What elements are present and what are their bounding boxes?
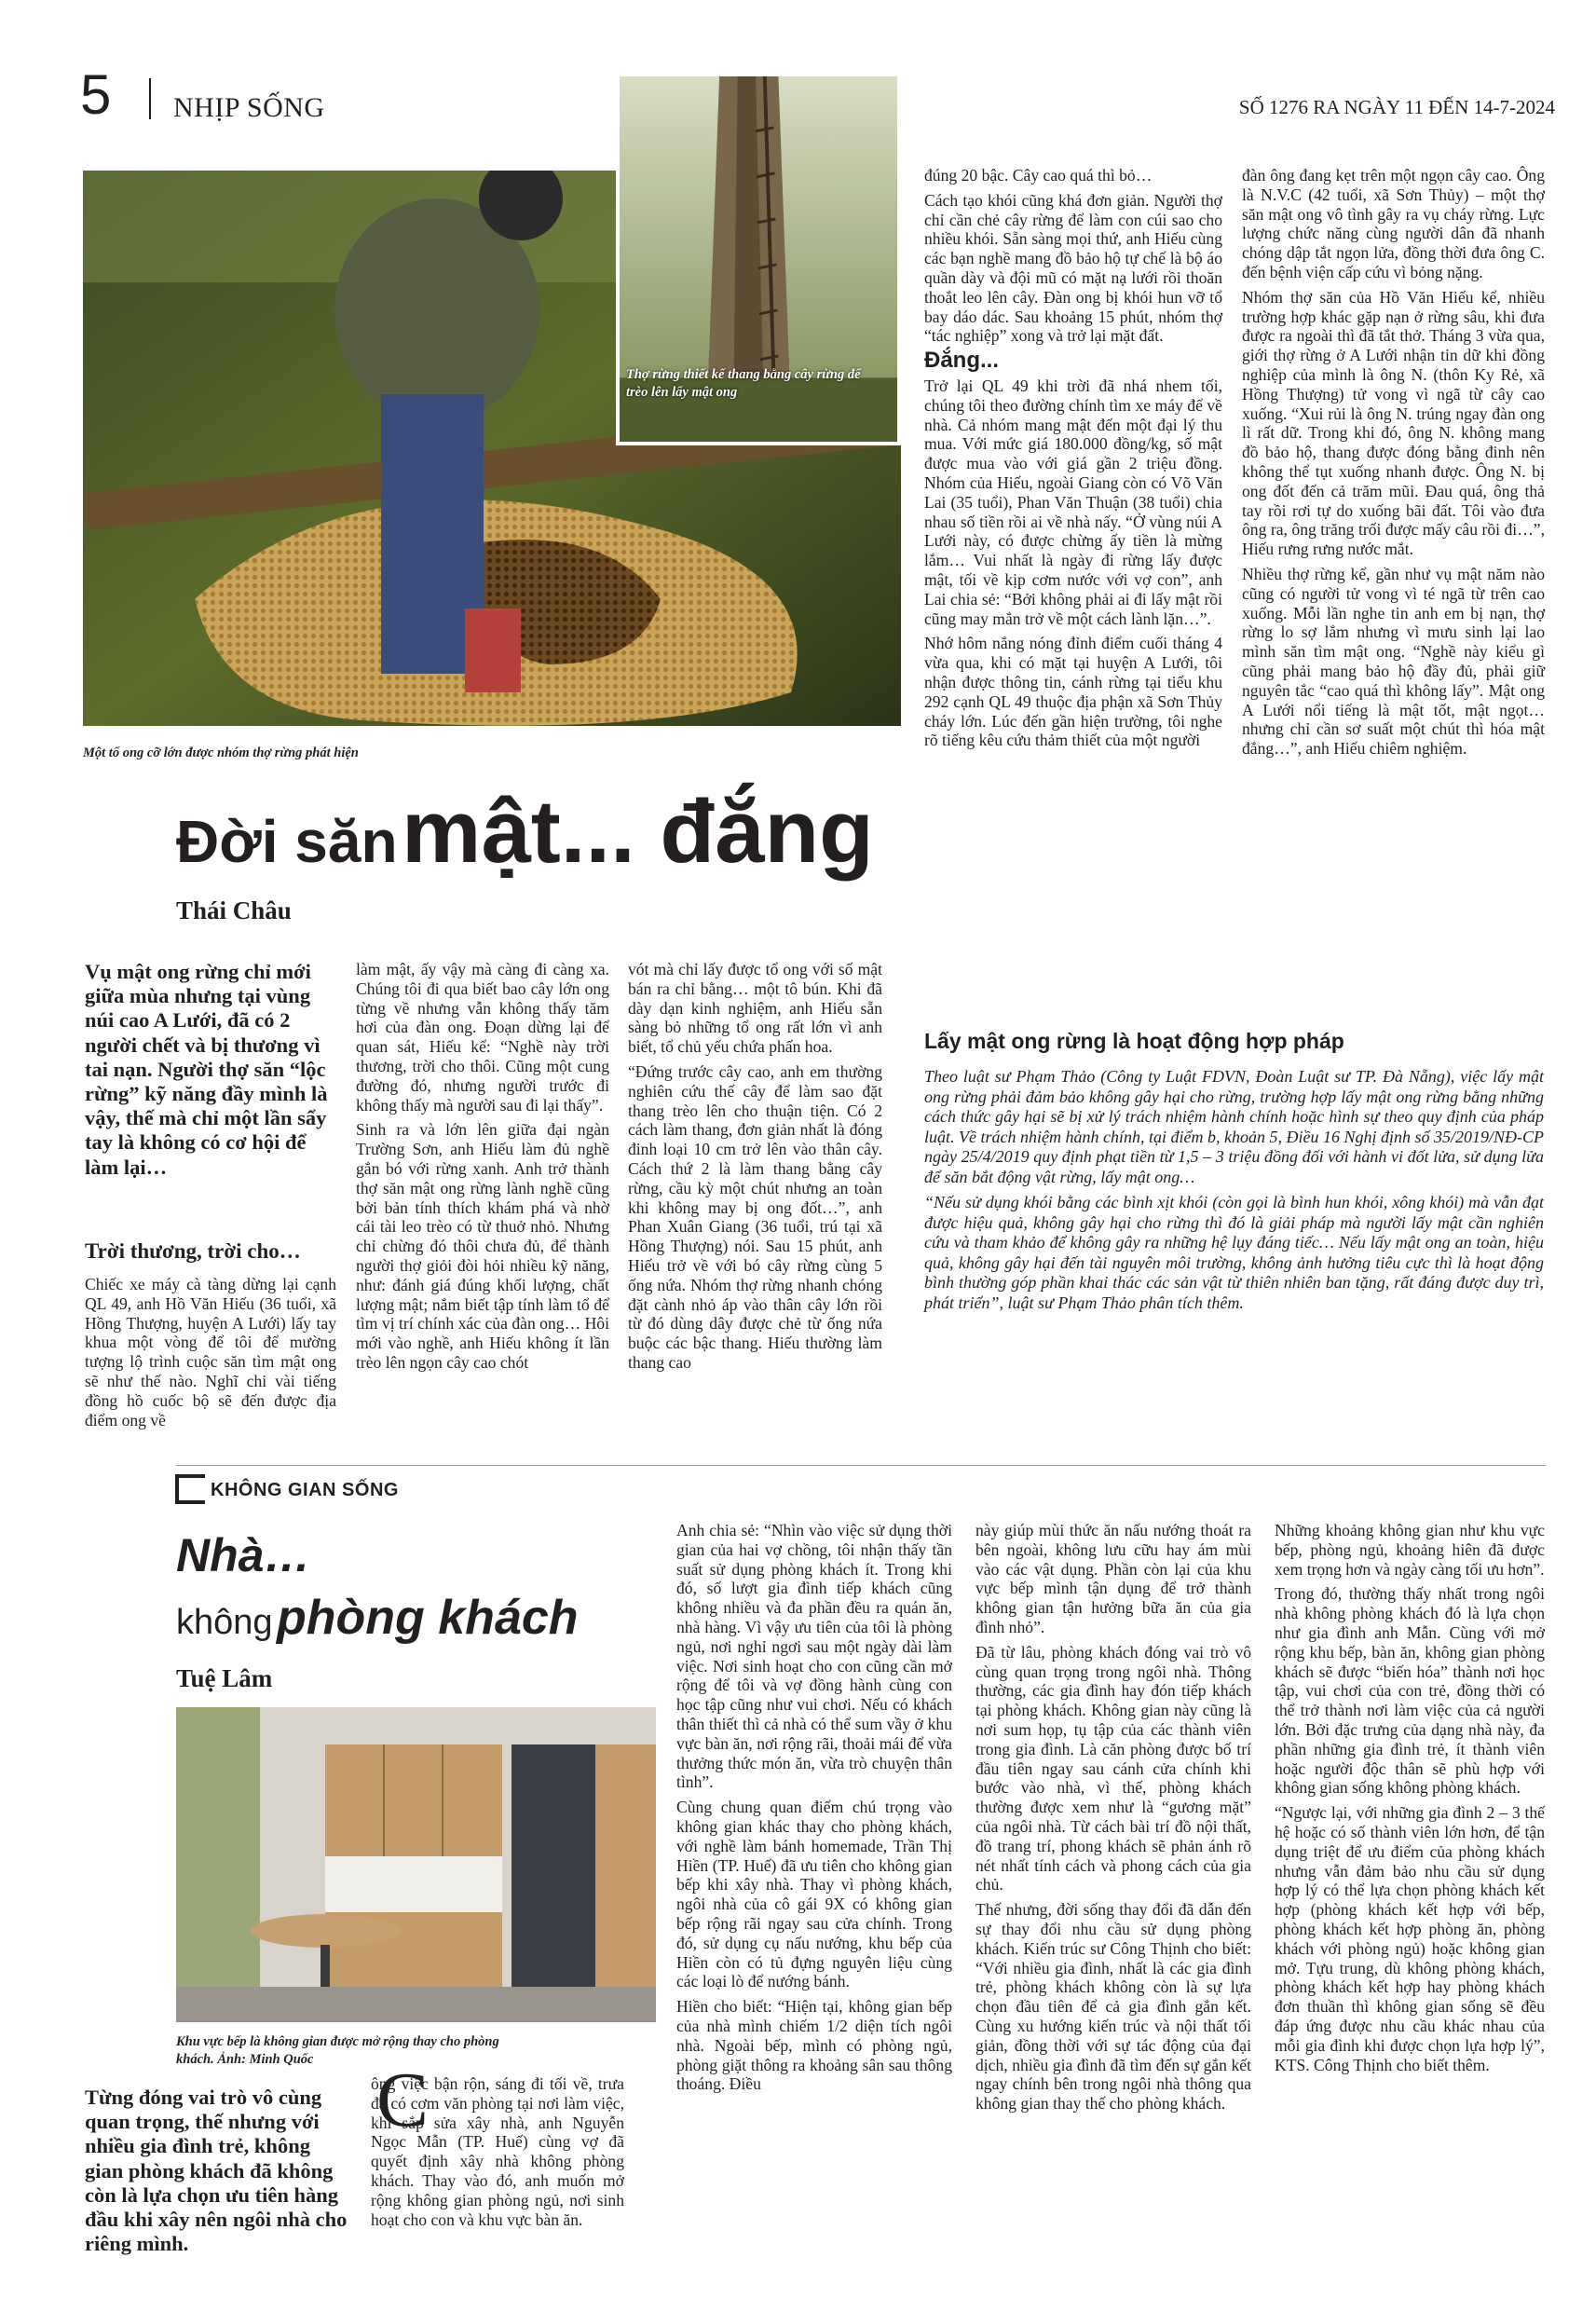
paragraph: Sinh ra và lớn lên giữa đại ngàn Trường Sơn, anh Hiếu làm đủ nghề gắn bó với rừng xanh. Anh trở thành thợ săn mật ong rừng lành nghề cũng bởi bản tính thích khám phá và nhờ cái tài leo trèo có từ thuở nhỏ. Nhưng chỉ chừng đó thôi chưa đủ, để thành người thợ giỏi đòi hỏi nhiều kỹ năng, như: đánh giá đúng khối lượng, chất lượng mật; nắm biết tập tính làm tổ để tìm vị trí chính xác của đàn ong… Hôi mới vào nghề, anh Hiếu không ít lần trèo lên ngọn cây cao chót: [356, 1120, 609, 1372]
section-label: KHÔNG GIAN SỐNG: [211, 1480, 399, 1500]
article2-col5: [1275, 1521, 1545, 2080]
article2-title-line1: Nhà…: [176, 1529, 311, 1581]
article1-title: [176, 781, 874, 883]
paragraph: Nhớ hôm nắng nóng đỉnh điểm cuối tháng 4 vừa qua, khi có mặt tại huyện A Lưới, tôi nhận được thông tin, cánh rừng tại tiểu khu 292 cạnh QL 49 thuộc địa phận xã Sơn Thủy cháy lớn. Lúc đến gần hiện trường, tôi nghe rõ tiếng kêu cứu thảm thiết của một người: [924, 634, 1222, 750]
subheading-troi-thuong: Trời thương, trời cho…: [85, 1239, 301, 1263]
article2-lead: Từng đóng vai trò vô cùng quan trọng, thế nhưng với nhiều gia đình trẻ, không gian phòng khách đã không còn là lựa chọn ưu tiên hàng đầu khi xây nên ngôi nhà cho riêng mình.: [85, 2086, 348, 2256]
issue-date: SỐ 1276 RA NGÀY 11 ĐẾN 14-7-2024: [1238, 96, 1555, 118]
subheading-dang: Đắng...: [924, 348, 1000, 374]
article1-col2: [356, 960, 609, 1378]
paragraph: này giúp mùi thức ăn nấu nướng thoát ra bên ngoài, không lưu cữu hay ám mùi vào các vật dụng. Phần còn lại của khu vực bếp mình tận dụng để trở thành không gian tận hưởng bữa ăn của gia đình nhỏ”.: [975, 1521, 1251, 1636]
dropcap: C: [376, 2057, 430, 2143]
paragraph: Nhóm thợ săn của Hồ Văn Hiếu kể, nhiều trường hợp khác gặp nạn ở rừng sâu, khi đưa được ra ngoài thì đã tắt thở. Tháng 3 vừa qua, giới thợ rừng ở A Lưới nhận tin dữ khi đồng nghiệp của mình là ông N. (thôn Ky Rẻ, xã Hồng Thượng) tử vong vì ngã từ cây cao xuống. “Xui rủi là ông N. trúng ngay đàn ong lì rất dữ. Trong khi đó, ông N. không mang đồ bảo hộ, thang được đóng bằng đinh nên không thể tụt xuống nhanh được. Ông N. bị ong đốt đến cả trăm mũi. Đau quá, ông thả tay rồi rơi tự do xuống bãi đất. Tôi vào đưa ông ra, ông trăng trối được mấy câu rồi đi…”, Hiếu rưng rưng nước mắt.: [1242, 287, 1545, 559]
section-name: NHỊP SỐNG: [173, 92, 325, 123]
paragraph: Nhiều thợ rừng kể, gần như vụ mật năm nào cũng có người tử vong vì té ngã từ trên cao xuống. Mỗi lần nghe tin anh em bị nạn, thợ rừng lo sợ lắm nhưng vì mưu sinh lại lao mình săn tìm mật ong. “Nghề này kiểu gì cũng phải mang bảo hộ đầy đủ, phải giữ nguyên tắc “cao quá thì không lấy”. Mật ong A Lưới nổi tiếng là mật tốt, mật ngọt… nhưng chỉ cần sơ suất một chút thì hóa mật đắng…”, anh Hiếu chiêm nghiệm.: [1242, 564, 1545, 759]
article1-author: Thái Châu: [176, 896, 292, 924]
paragraph: Cùng chung quan điểm chú trọng vào không gian khác thay cho phòng khách, với nghề làm bánh homemade, Trần Thị Hiền (TP. Huế) đã ưu tiên cho không gian bếp khi xây nhà. Thay vì phòng khách, ngôi nhà của cô gái 9X có không gian bếp rộng rãi ngay sau cửa chính. Trong đó, sử dụng cụ nấu nướng, khu bếp của Hiền còn có tủ đựng nguyên liệu cùng các loại lò để nướng bánh.: [676, 1798, 952, 1991]
paragraph: Anh chia sẻ: “Nhìn vào việc sử dụng thời gian của hai vợ chồng, tôi nhận thấy tần suất sử dụng phòng khách ít. Trong khi đó, số lượt gia đình tiếp khách cũng không nhiều và đa phần đều ra quán ăn, nhà hàng. Vì vậy ưu tiên của tôi là phòng ngủ, nơi nghỉ ngơi sau một ngày dài làm việc. Nơi sinh hoạt cho con cũng cần mở rộng để tôi và vợ đồng hành cùng con học tập cũng như vui chơi. Nếu có khách thân thiết thì cả nhà có thể sum vầy ở khu vực bàn ăn, nơi rộng rãi, thoải mái để vừa thưởng thức món ăn, vừa trò chuyện thân tình”.: [676, 1521, 952, 1792]
header-divider: [149, 78, 151, 119]
article2-title-line2: [176, 1590, 579, 1646]
kitchen-photo-caption: Khu vực bếp là không gian được mở rộng thay cho phòng khách. Ảnh: Minh Quốc: [176, 2034, 499, 2067]
article1-col1: [85, 1275, 336, 1435]
paragraph: đàn ông đang kẹt trên một ngọn cây cao. Ông là N.V.C (42 tuổi, xã Sơn Thủy) – một thợ săn mật ong vô tình gây ra vụ cháy rừng. Lực lượng chức năng cùng người dân đã nhanh chóng dập tắt ngọn lửa, đồng thời đưa ông C. đến bệnh viện cấp cứu vì bỏng nặng.: [1242, 166, 1545, 281]
title-word-khong: không: [176, 1603, 273, 1642]
title-part-2: mật... đắng: [402, 782, 874, 882]
paragraph: đúng 20 bậc. Cây cao quá thì bỏ…: [924, 166, 1153, 185]
title-word-phong-khach: phòng khách: [277, 1591, 579, 1645]
paragraph: Cách tạo khói cũng khá đơn giản. Người thợ chỉ cần chẻ cây rừng để làm con cúi sao cho nhiều khói. Sẵn sàng mọi thứ, anh Hiếu cùng các bạn nghề mang đồ bảo hộ tự chế là bộ áo quần dày và đội mũ có mặt nạ lưới rồi thoăn thoắt leo lên cây. Đàn ong bị khói hun vỡ tổ bay dáo dác. Sau khoảng 15 phút, nhóm thợ “tác nghiệp” xong và trở lại mặt đất.: [924, 190, 1222, 346]
article1-lead: Vụ mật ong rừng chỉ mới giữa mùa nhưng tại vùng núi cao A Lưới, đã có 2 người chết và bị thương vì tai nạn. Người thợ săn “lộc rừng” kỹ năng đầy mình là vậy, thế mà chỉ một lần sẩy tay là không có cơ hội để làm lại…: [85, 960, 328, 1179]
paragraph: Trở lại QL 49 khi trời đã nhá nhem tối, chúng tôi theo đường chính tìm xe máy để về nhà. Cả nhóm mang mật đến một đại lý thu mua. Với mức giá 180.000 đồng/kg, số mật được mua vào với giá gần 2 triệu đồng. Nhóm của Hiếu, ngoài Giang còn có Võ Văn Lai (35 tuổi), Phan Văn Thuận (38 tuổi) chia nhau số tiền rồi ai về nhà nấy. “Ở vùng núi A Lưới này, có được chừng ấy tiền là mừng lắm… Vui nhất là ngày đi rừng lấy được mật, tối về kịp cơm nước với vợ con”, anh Lai chia sẻ: “Bởi không phải ai đi lấy mật rồi cũng may mắn trở về một cách lành lặn…”.: [924, 376, 1222, 628]
paragraph: Trong đó, thường thấy nhất trong ngôi nhà không phòng khách đó là lựa chọn như gia đình anh Mẫn. Cùng với mở rộng khu bếp, bàn ăn, không gian phòng khách sẽ được “biến hóa” thành nơi học tập, vui chơi của con trẻ, đồng thời có thể trở thành nơi làm việc của cả người lớn. Bởi đặc trưng của dạng nhà này, đa phần những gia đình trẻ, ít thành viên hoặc người độc thân sẽ phù hợp với không gian sống không phòng khách.: [1275, 1584, 1545, 1798]
article2-col2: [371, 2074, 624, 2235]
ladder-photo-caption: Thợ rừng thiết kế thang bằng cây rừng để trèo lên lấy mật ong: [626, 367, 861, 400]
paragraph: Đã từ lâu, phòng khách đóng vai trò vô cùng quan trọng trong ngôi nhà. Thông thường, các gia đình hay đón tiếp khách tại phòng khách. Không gian này cũng là nơi sum họp, tụ tập của các thành viên trong gia đình. Là căn phòng được bố trí đầu tiên ngay sau cánh cửa chính khi bước vào nhà, vì thế, phòng khách thường được xem như là “gương mặt” của ngôi nhà. Từ cách bài trí đồ nội thất, đồ trang trí, phong khách sẽ phản ánh rõ nét nhất tính cách và phong cách của gia chủ.: [975, 1642, 1251, 1895]
page-number: 5: [80, 63, 112, 126]
paragraph: Những khoảng không gian như khu vực bếp, phòng ngủ, khoảng hiên đã được xem trọng hơn và ngày càng tối ưu hơn”.: [1275, 1521, 1545, 1579]
article1-col5: [1242, 166, 1545, 764]
paragraph: Thế nhưng, đời sống thay đổi đã dẫn đến sự thay đổi nhu cầu sử dụng phòng khách. Kiến trúc sư Công Thịnh cho biết: “Với nhiều gia đình, nhất là các gia đình trẻ, phòng khách không còn là sự lựa chọn đầu tiên để cả gia đình gắn kết. Cùng xu hướng kiến trúc và nội thất tối giản, đồng thời với sự tác động của đại dịch, nhiều gia đình đã tìm đến sự gắn kết ngay chính bên trong ngôi nhà thông qua không gian thay thế cho phòng khách.: [975, 1900, 1251, 2114]
article2-col4: [975, 1521, 1251, 2119]
article2-col3: [676, 1521, 952, 2100]
paragraph: Hiền cho biết: “Hiện tại, không gian bếp của nhà mình chiếm 1/2 diện tích ngôi nhà. Ngoài bếp, mình có phòng ngủ, phòng giặt thông ra khoảng sân sau thông thoáng. Điều: [676, 1997, 952, 2094]
section-divider: [176, 1465, 1546, 1466]
title-part-1: Đời săn: [176, 808, 398, 875]
article1-col4: [924, 166, 1222, 756]
paragraph: “Ngược lại, với những gia đình 2 – 3 thế hệ hoặc có số thành viên lớn hơn, để tận dụng triệt để ưu điểm của phòng khách nhưng vẫn đảm bảo nhu cầu sử dụng hợp lý có thể lựa chọn phòng khách kết hợp (phòng khách kết hợp với bếp, phòng khách kết hợp phòng ăn, phòng khách với phòng ngủ) hoặc không gian mở. Tựu trung, dù không phòng khách, phòng khách kết hợp hay phòng khách đơn thuần thì không gian sống sẽ đều đáp ứng được nhu cầu khác nhau của mỗi gia đình khi được chọn lựa hợp lý”, KTS. Công Thịnh cho biết thêm.: [1275, 1803, 1545, 2074]
honeycomb-photo-caption: Một tổ ong cỡ lớn được nhóm thợ rừng phát hiện: [83, 746, 359, 760]
legal-box-title: Lấy mật ong rừng là hoạt động hợp pháp: [924, 1029, 1344, 1053]
legal-box: [924, 1067, 1544, 1319]
paragraph: ông việc bận rộn, sáng đi tối về, trưa đã có cơm văn phòng tại nơi làm việc, khi sắp sửa xây nhà, anh Nguyễn Ngọc Mẫn (TP. Huế) cùng vợ đã quyết định xây nhà không phòng khách. Thay vào đó, anh muốn mở rộng không gian phòng ngủ, nơi sinh hoạt cho con và khu vực bàn ăn.: [371, 2074, 624, 2229]
section-label-box: [175, 1474, 205, 1504]
paragraph: Theo luật sư Phạm Thảo (Công ty Luật FDVN, Đoàn Luật sư TP. Đà Nẵng), việc lấy mật ong rừng phải đảm bảo không gây hại cho rừng, trường hợp lấy mật ong rừng bằng những cách thức gây hại sẽ bị xử lý trách nhiệm hành chính hoặc hình sự theo quy định của pháp luật. Về trách nhiệm hành chính, tại điểm b, khoản 5, Điều 16 Nghị định số 35/2019/NĐ-CP ngày 25/4/2019 quy định phạt tiền từ 1,5 – 3 triệu đồng đối với hành vi đốt lửa, sử dụng lửa để săn bắt động vật rừng, lấy mật ong…: [924, 1067, 1544, 1186]
paragraph: vót mà chỉ lấy được tổ ong với số mật bán ra chỉ bằng… một tô bún. Khi đã dày dạn kinh nghiệm, anh Hiếu sẵn sàng bỏ những tổ ong rất lớn vì anh biết, tổ chủ yếu chứa phấn hoa.: [628, 960, 882, 1057]
paragraph: làm mật, ấy vậy mà càng đi càng xa. Chúng tôi đi qua biết bao cây lớn ong từng về nhưng vẫn không thấy tăm hơi của đàn ong. Đoạn dừng lại để quan sát, Hiếu kể: “Nghề này trời thương, trời cho thôi. Cũng một cung đường đó, nhưng người trước đi không thấy mà người sau đi lại thấy”.: [356, 960, 609, 1115]
paragraph: Chiếc xe máy cà tàng dừng lại cạnh QL 49, anh Hồ Văn Hiếu (36 tuổi, xã Hồng Thượng, huyện A Lưới) lấy tay khua một vòng để tôi để mường tượng lộ trình cuộc săn tìm mật ong sẽ như thế nào. Nghĩ chi vài tiếng đồng hồ cuốc bộ sẽ đến được địa điểm ong về: [85, 1275, 336, 1430]
article1-col3: [628, 960, 882, 1378]
paragraph: “Đứng trước cây cao, anh em thường nghiên cứu thế cây để làm sao đặt thang trèo lên cho thuận tiện. Có 2 cách làm thang, đơn giản nhất là đóng đinh loại 10 cm trở lên vào thân cây. Cách thứ 2 là làm thang bằng cây rừng, cầu kỳ một chút nhưng an toàn khi không may bị ong đốt…”, anh Phan Xuân Giang (36 tuổi, trú tại xã Hồng Thượng) nói. Sau 15 phút, anh Hiếu trở về với bó cây rừng cùng 5 ống nứa. Nhóm thợ rừng nhanh chóng đặt cành nhỏ áp vào thân cây lớn rồi từ đó dùng dây được chẻ từ ống nứa buộc các bậc thang. Hiếu thường làm thang cao: [628, 1061, 882, 1372]
kitchen-photo: [176, 1707, 656, 2022]
paragraph: “Nếu sử dụng khói bằng các bình xịt khói (còn gọi là bình hun khói, xông khói) mà vẫn đạt được hiệu quả, không gây hại cho rừng thì đó là giải pháp mà người lấy mật cần nghiên cứu và tham khảo để không gây ra những hệ lụy đáng tiếc… Nếu lấy mật ong an toàn, hiệu quả, không gây hại đến tài nguyên môi trường, không ảnh hưởng tiêu cực thì là hoạt động bình thường góp phần khai thác các sản vật từ thiên nhiên ban tặng, rất đáng được duy trì, phát triển”, luật sư Phạm Thảo phân tích thêm.: [924, 1193, 1544, 1312]
article2-author: Tuệ Lâm: [176, 1664, 273, 1692]
